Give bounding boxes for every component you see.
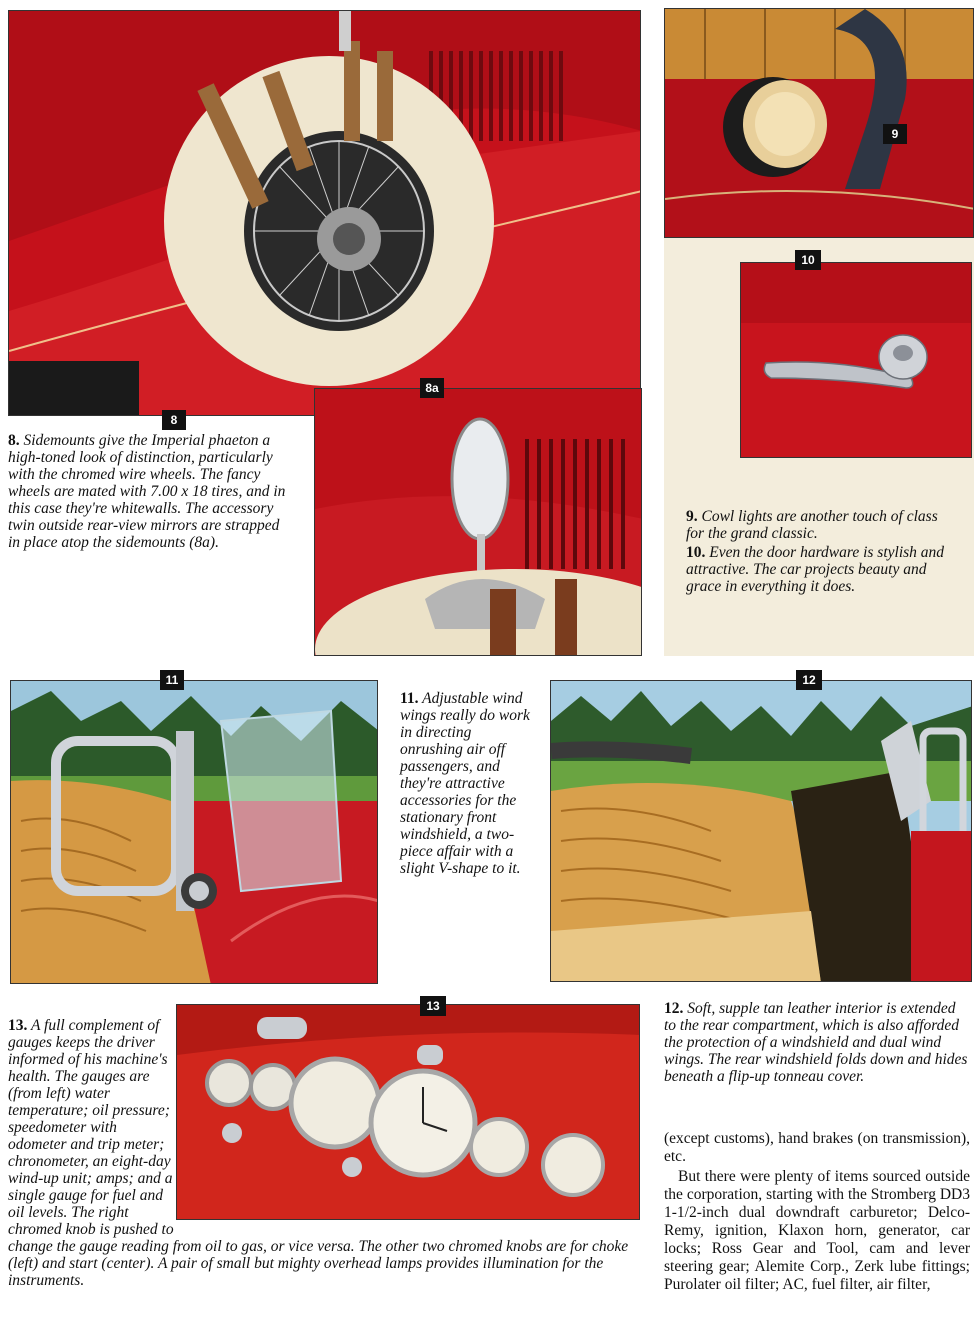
caption-13-flow-text: A full complement of gauges keeps the driver informed of his machine's health. The gauges are (from left) water temperature; oil pressure; speedometer with odometer and trip meter; chronometer, an eight-day wind-up unit; amps; and a single gauge for fuel and oil levels. The right chromed knob is pushed to change the gauge reading from oil to gas, or vice versa. The other two chromed knobs are for choke (left) and start (center). A pair of small but mighty overhead lamps provides illumination for the instruments.: [8, 1017, 629, 1289]
caption-9: [686, 508, 956, 542]
caption-11-text: Adjustable wind wings really do work in directing onrushing air off passengers, and they're attractive accessories for the stationary front windshield, a two-piece affair with a slight V-shape to it.: [400, 690, 530, 877]
body-paragraph-2: But there were plenty of items sourced outside the corporation, starting with the Stromberg DD3 1-1/2-inch dual downdraft carburetor; Delco-Remy, ignition, Klaxon horn, generator, car locks; Ross Gear and Tool, cam and lever steering gear; Alemite Corp., Zerk lube fittings; Purolater oil filter; AC, fuel filter, air filter,: [664, 1168, 970, 1293]
photo-tan-leather-interior: [550, 680, 972, 982]
caption-9-number: 9.: [686, 508, 698, 525]
caption-10-number: 10.: [686, 544, 706, 561]
caption-9-text: Cowl lights are another touch of class for the grand classic.: [686, 508, 938, 542]
photo-rearview-mirror-on-sidemount: [314, 388, 642, 656]
body-paragraph-1: (except customs), hand brakes (on transmission), etc.: [664, 1130, 970, 1165]
photo-sidemount-spare-wheel: [8, 10, 641, 416]
caption-8: [8, 432, 290, 551]
caption-11: [400, 690, 530, 877]
photo-number-badge-8: 8: [162, 410, 186, 430]
photo-number-badge-13: 13: [420, 996, 446, 1016]
photo-number-badge-11: 11: [160, 670, 184, 690]
photo-wind-wing: [10, 680, 378, 984]
caption-8-number: 8.: [8, 432, 20, 449]
caption-13-number: 13.: [8, 1017, 28, 1034]
photo-number-badge-8a: 8a: [420, 378, 444, 398]
caption-11-number: 11.: [400, 690, 419, 707]
caption-9-10: [686, 508, 956, 597]
photo-door-handle: [740, 262, 972, 458]
photo-number-badge-12: 12: [796, 670, 822, 690]
photo-cowl-light: [664, 8, 974, 238]
caption-13-photo-spacer: [174, 1017, 648, 1225]
caption-12: [664, 1000, 970, 1085]
caption-13-flow: [8, 1017, 648, 1313]
caption-10-text: Even the door hardware is stylish and attractive. The car projects beauty and grace in everything it does.: [686, 544, 945, 595]
photo-number-badge-9: 9: [883, 124, 907, 144]
caption-12-text: Soft, supple tan leather interior is extended to the rear compartment, which is also afforded the protection of a windshield and dual wind wings. The rear windshield folds down and hides beneath a flip-up tonneau cover.: [664, 1000, 968, 1085]
caption-8-text: Sidemounts give the Imperial phaeton a high-toned look of distinction, particularly with the chromed wire wheels. The fancy wheels are mated with 7.00 x 18 tires, and in this case they're whitewalls. The accessory twin outside rear-view mirrors are strapped in place atop the sidemounts (8a).: [8, 432, 286, 551]
article-body-text: [664, 1130, 970, 1296]
caption-10: [686, 544, 956, 595]
caption-12-number: 12.: [664, 1000, 684, 1017]
photo-number-badge-10: 10: [795, 250, 821, 270]
